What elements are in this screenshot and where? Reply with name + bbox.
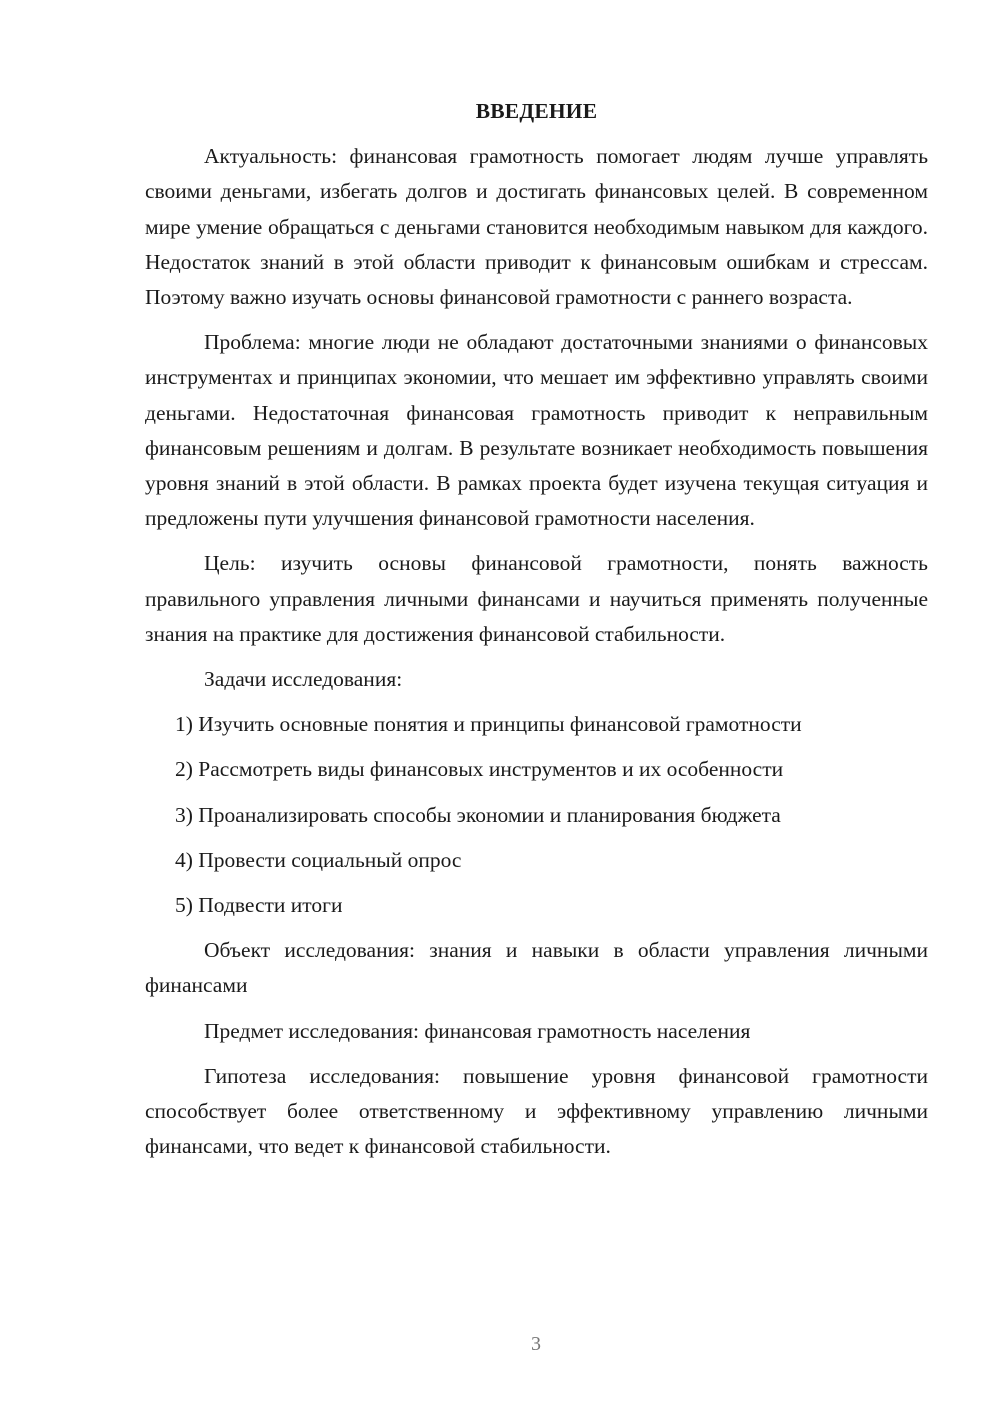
document-page [145, 94, 928, 1174]
task-item: 1) Изучить основные понятия и принципы финансовой грамотности [175, 712, 802, 737]
task-item: 4) Провести социальный опрос [175, 847, 462, 872]
subject-paragraph: Предмет исследования: финансовая грамотность населения [204, 1018, 751, 1043]
problem-paragraph: Проблема: многие люди не обладают достаточными знаниями о финансовых инструментах и принципах экономии, что мешает им эффективно управлять своими деньгами. Недостаточная финансовая грамотность приводит к неправильным финансовым решениям и долгам. В результате возникает необходимость повышения уровня знаний в этой области. В рамках проекта будет изучена текущая ситуация и предложены пути улучшения финансовой грамотности населения. [145, 330, 928, 531]
tasks-heading: Задачи исследования: [204, 667, 403, 692]
hypothesis-paragraph: Гипотеза исследования: повышение уровня финансовой грамотности способствует более ответственному и эффективному управлению личными финансами, что ведет к финансовой стабильности. [145, 1063, 928, 1159]
object-paragraph: Объект исследования: знания и навыки в области управления личными финансами [145, 938, 928, 998]
goal-paragraph: Цель: изучить основы финансовой грамотности, понять важность правильного управления личными финансами и научиться применять полученные знания на практике для достижения финансовой стабильности. [145, 551, 928, 646]
task-item: 5) Подвести итоги [175, 893, 343, 918]
task-item: 3) Проанализировать способы экономии и планирования бюджета [175, 802, 781, 827]
page-title: ВВЕДЕНИЕ [475, 99, 598, 123]
relevance-paragraph: Актуальность: финансовая грамотность помогает людям лучше управлять своими деньгами, избегать долгов и достигать финансовых целей. В современном мире умение обращаться с деньгами становится необходимым навыком для каждого. Недостаток знаний в этой области приводит к финансовым ошибкам и стрессам. Поэтому важно изучать основы финансовой грамотности с раннего возраста. [145, 144, 928, 310]
task-item: 2) Рассмотреть виды финансовых инструментов и их особенности [175, 757, 784, 782]
page-number: 3 [531, 1333, 541, 1355]
